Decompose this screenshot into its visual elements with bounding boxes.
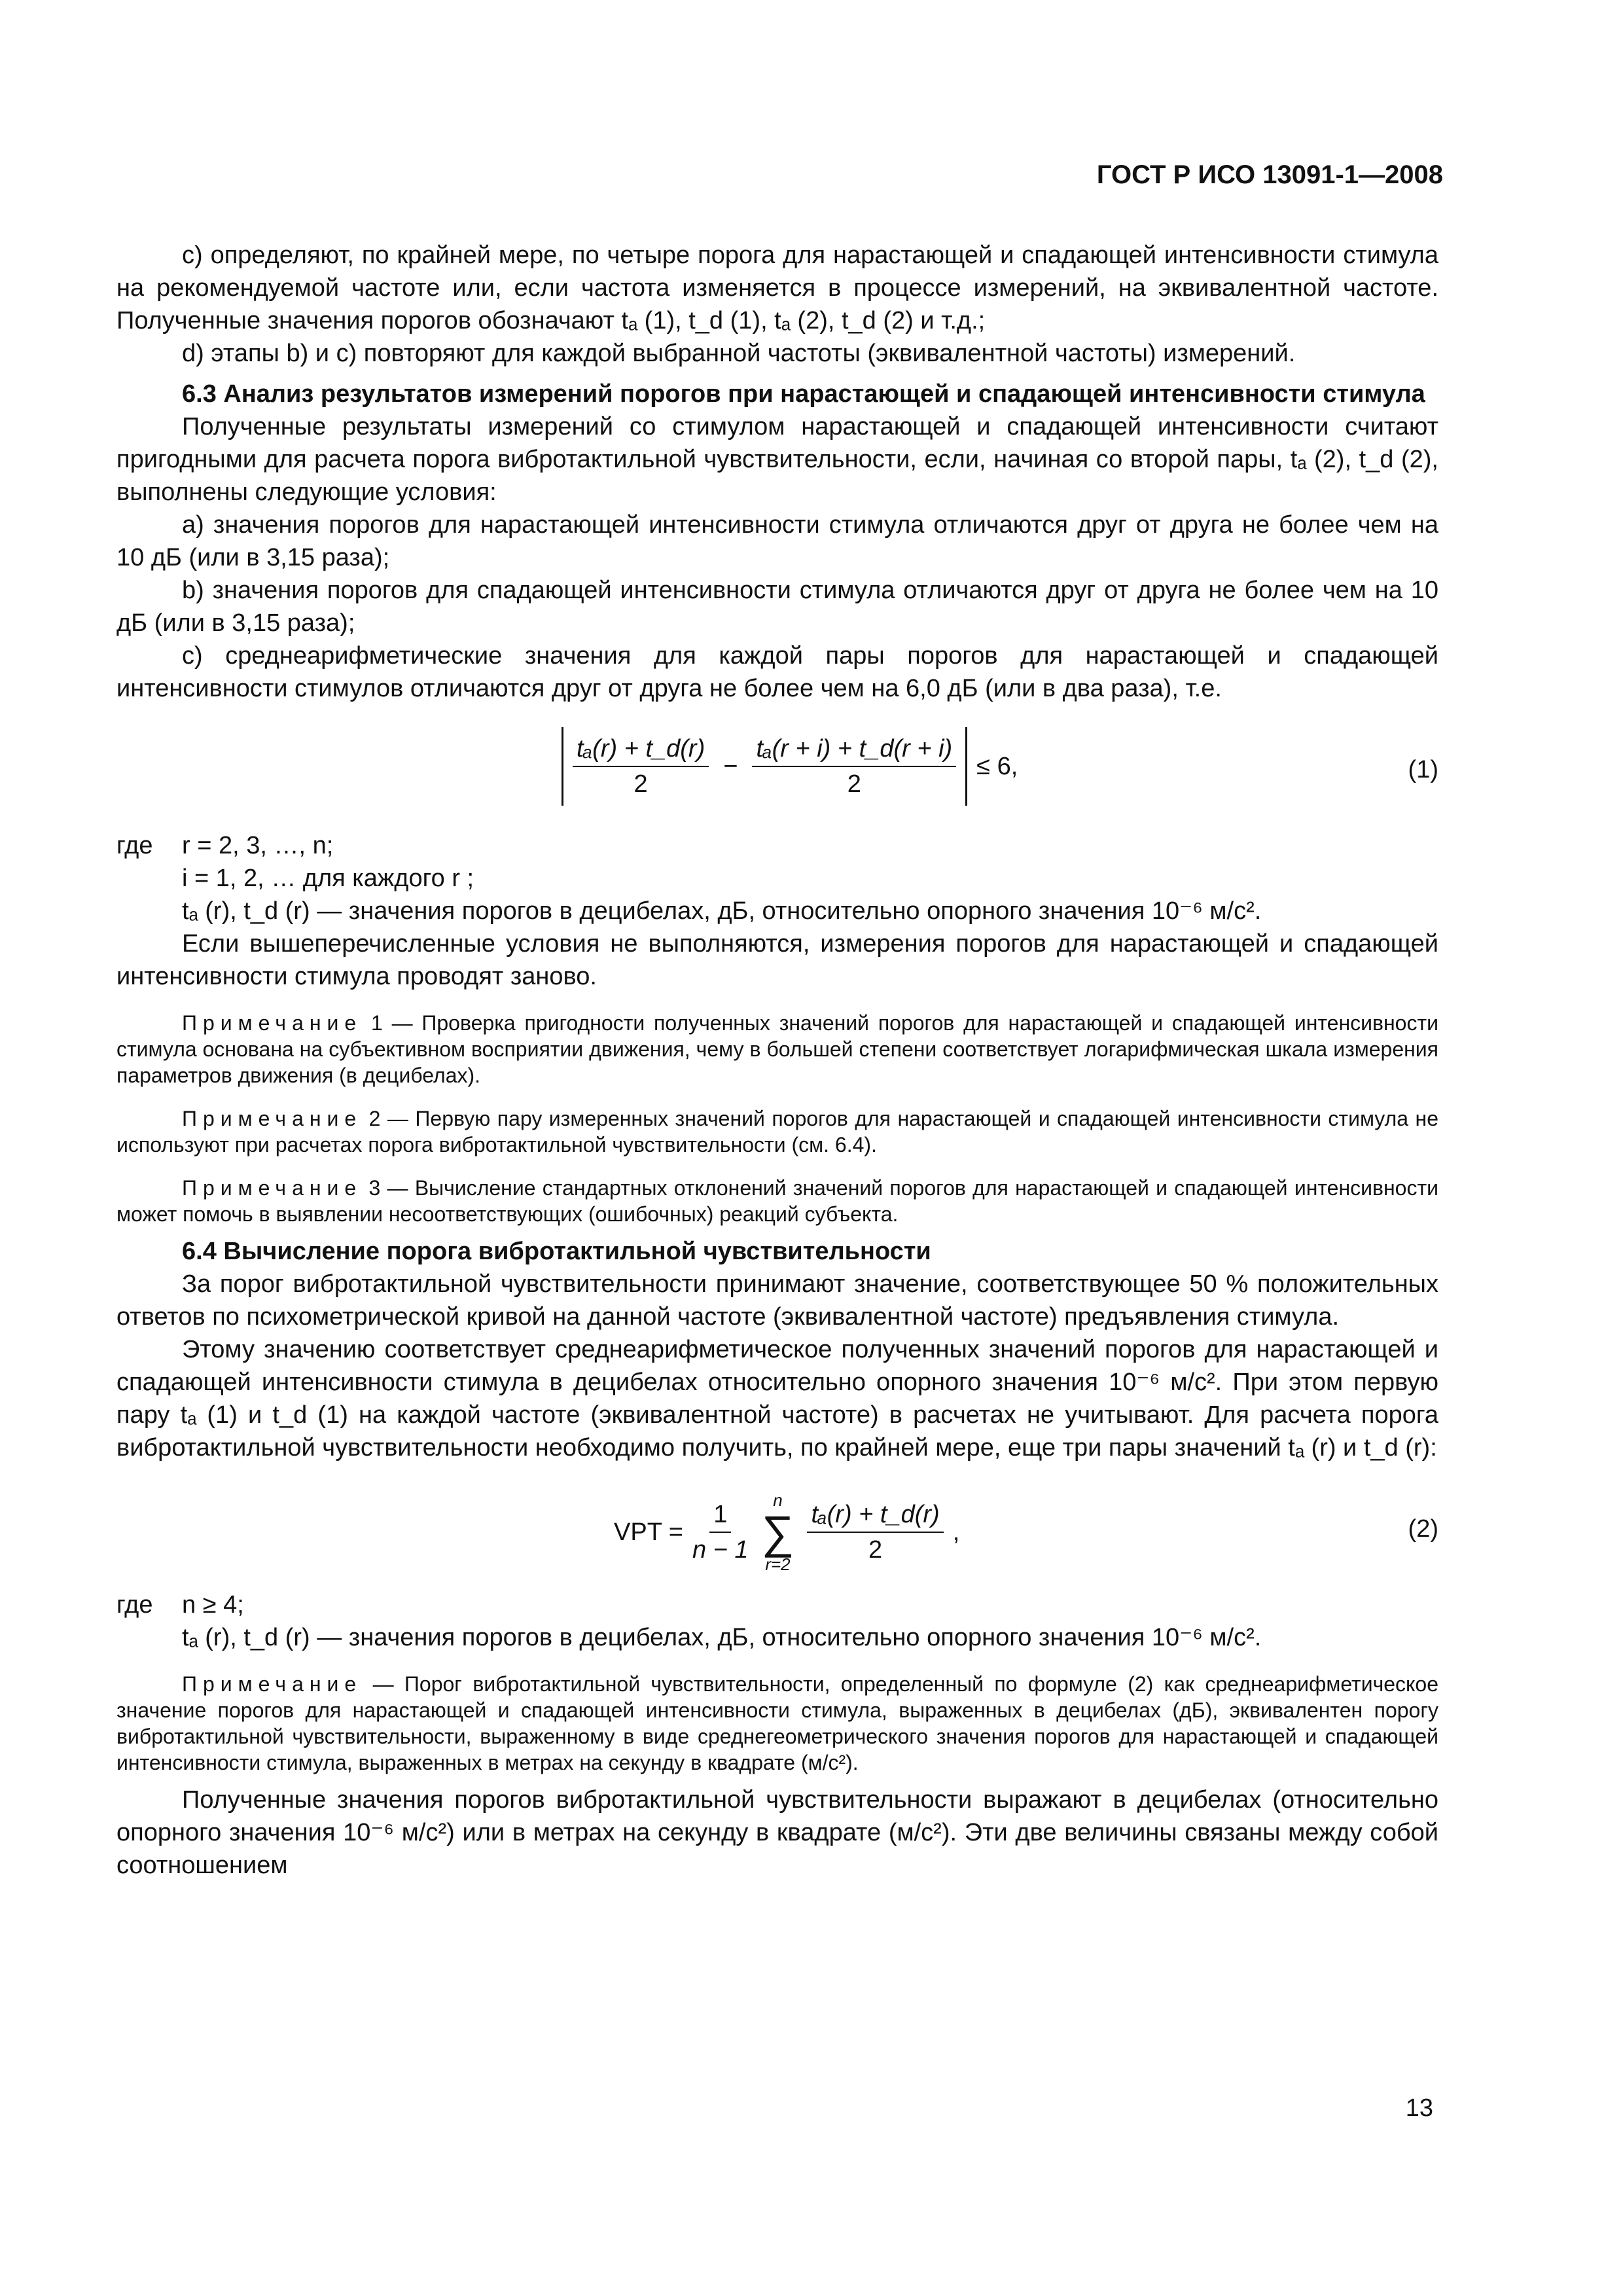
abs-bar-left (562, 727, 563, 806)
note-3-text: 3 — Вычисление стандартных отклонений значений порогов для нарастающей и спадающей интенсивности может помочь в выявлении несоответствующих (ошибочных) реакций субъекта. (116, 1176, 1438, 1226)
fraction-1 (573, 732, 709, 801)
note-2-label: Примечание (182, 1107, 363, 1130)
where-2-line-b: tₐ (r), t_d (r) — значения порогов в децибелах, дБ, относительно опорного значения 10⁻⁶ м/с². (182, 1624, 1262, 1651)
formula-2-number: (2) (1408, 1515, 1438, 1543)
paragraph-6-3-redo: Если вышеперечисленные условия не выполняются, измерения порогов для нарастающей и спадающей интенсивности стимула проводят заново. (116, 930, 1438, 990)
formula-1-inequality: ≤ 6, (976, 753, 1018, 780)
note-3 (116, 1175, 1438, 1227)
fraction-2-denominator: 2 (847, 770, 861, 798)
note-4 (116, 1671, 1438, 1776)
where-block-1 (116, 829, 1438, 862)
formula-1 (116, 721, 1438, 819)
page-content (116, 239, 1438, 1882)
where-1-line-a: r = 2, 3, …, n; (182, 832, 334, 859)
note-1-label: Примечание (182, 1011, 363, 1035)
formula-2-denominator: 2 (868, 1536, 883, 1564)
sum-symbol: ∑ (761, 1507, 794, 1558)
note-3-label: Примечание (182, 1176, 363, 1200)
document-id-header: ГОСТ Р ИСО 13091-1—2008 (1096, 160, 1443, 189)
fraction-1-denominator: 2 (633, 770, 648, 798)
where-2-line-a: n ≥ 4; (182, 1591, 244, 1619)
paragraph-6-3-b: b) значения порогов для спадающей интенсивности стимула отличаются друг от друга не более чем на 10 дБ (или в 3,15 раза); (116, 577, 1438, 637)
section-heading-6-4: 6.4 Вычисление порога вибротактильной чувствительности (182, 1238, 931, 1265)
note-4-label: Примечание (182, 1672, 363, 1696)
formula-2-body (614, 1483, 959, 1581)
where-block-2 (116, 1588, 1438, 1621)
sum-upper-limit: n (773, 1490, 783, 1510)
where-2-label: где (116, 1591, 153, 1619)
note-4-text: — Порог вибротактильной чувствительности, определенный по формуле (2) как среднеарифметическое значение порогов для нарастающей и спадающей интенсивности стимула, выраженных в децибелах (дБ), эквивалентен порогу вибротактильной чувствительности, выраженному в виде среднегеометрического значения порогов для нарастающей и спадающей интенсивности стимула, выраженных в метрах на секунду в квадрате (м/с²). (116, 1672, 1438, 1774)
note-1-text: 1 — Проверка пригодности полученных значений порогов для нарастающей и спадающей интенсивности стимула основана на субъективном восприятии движения, чему в большей степени соответствует логарифмическая шкала измерения параметров движения (в децибелах). (116, 1011, 1438, 1087)
fraction-2-numerator: tₐ(r + i) + t_d(r + i) (752, 732, 956, 767)
formula-2-numerator: tₐ(r) + t_d(r) (807, 1498, 943, 1533)
coefficient-denominator: n − 1 (692, 1536, 749, 1564)
note-2-text: 2 — Первую пару измеренных значений порогов для нарастающей и спадающей интенсивности стимула не используют при расчетах порога вибротактильной чувствительности (см. 6.4). (116, 1107, 1438, 1157)
paragraph-d: d) этапы b) и c) повторяют для каждой выбранной частоты (эквивалентной частоты) измерений. (182, 340, 1296, 367)
note-2 (116, 1105, 1438, 1158)
paragraph-c: c) определяют, по крайней мере, по четыре порога для нарастающей и спадающей интенсивности стимула на рекомендуемой частоте или, если частота изменяется в процессе измерений, на эквивалентной частоте. Полученные значения порогов обозначают tₐ (1), t_d (1), tₐ (2), t_d (2) и т.д.; (116, 242, 1438, 334)
paragraph-6-4-3: Полученные значения порогов вибротактильной чувствительности выражают в децибелах (относительно опорного значения 10⁻⁶ м/с²) или в метрах на секунду в квадрате (м/с²). Эти две величины связаны между собой соотношением (116, 1786, 1438, 1879)
fraction-2 (752, 732, 956, 801)
formula-2-coefficient (692, 1498, 749, 1567)
minus-sign: − (723, 753, 738, 780)
formula-1-number: (1) (1408, 756, 1438, 783)
page-number: 13 (1405, 2094, 1433, 2122)
paragraph-6-3-a: a) значения порогов для нарастающей интенсивности стимула отличаются друг от друга не более чем на 10 дБ (или в 3,15 раза); (116, 511, 1438, 571)
formula-2-comma: , (952, 1518, 960, 1546)
abs-bar-right (965, 727, 967, 806)
formula-2-lhs: VPT = (614, 1518, 683, 1546)
paragraph-6-4-1: За порог вибротактильной чувствительности принимают значение, соответствующее 50 % положительных ответов по психометрической кривой на данной частоте (эквивалентной частоте) предъявления стимула. (116, 1270, 1438, 1331)
note-1 (116, 1010, 1438, 1088)
formula-1-body (562, 727, 1018, 806)
where-1-line-c: tₐ (r), t_d (r) — значения порогов в децибелах, дБ, относительно опорного значения 10⁻⁶ м/с². (182, 897, 1262, 925)
where-1-line-b: i = 1, 2, … для каждого r ; (182, 865, 474, 892)
where-label: где (116, 832, 153, 859)
sum-lower-limit: r=2 (765, 1554, 791, 1574)
formula-2-fraction (807, 1498, 943, 1567)
paragraph-6-3-c: c) среднеарифметические значения для каждой пары порогов для нарастающей и спадающей интенсивности стимулов отличаются друг от друга не более чем на 6,0 дБ (или в два раза), т.е. (116, 642, 1438, 702)
section-heading-6-3: 6.3 Анализ результатов измерений порогов при нарастающей и спадающей интенсивности стимула (182, 380, 1425, 408)
formula-2 (116, 1480, 1438, 1578)
fraction-1-numerator: tₐ(r) + t_d(r) (573, 732, 709, 767)
paragraph-6-4-2: Этому значению соответствует среднеарифметическое полученных значений порогов для нарастающей и спадающей интенсивности стимула в децибелах относительно опорного значения 10⁻⁶ м/с². При этом первую пару tₐ (1) и t_d (1) на каждой частоте (эквивалентной частоте) в расчетах не учитывают. Для расчета порога вибротактильной чувствительности необходимо получить, по крайней мере, еще три пары значений tₐ (r) и t_d (r): (116, 1336, 1438, 1462)
paragraph-6-3-intro: Полученные результаты измерений со стимулом нарастающей и спадающей интенсивности считают пригодными для расчета порога вибротактильной чувствительности, если, начиная со второй пары, tₐ (2), t_d (2), выполнены следующие условия: (116, 413, 1438, 506)
summation (762, 1491, 794, 1573)
coefficient-numerator: 1 (709, 1498, 731, 1533)
